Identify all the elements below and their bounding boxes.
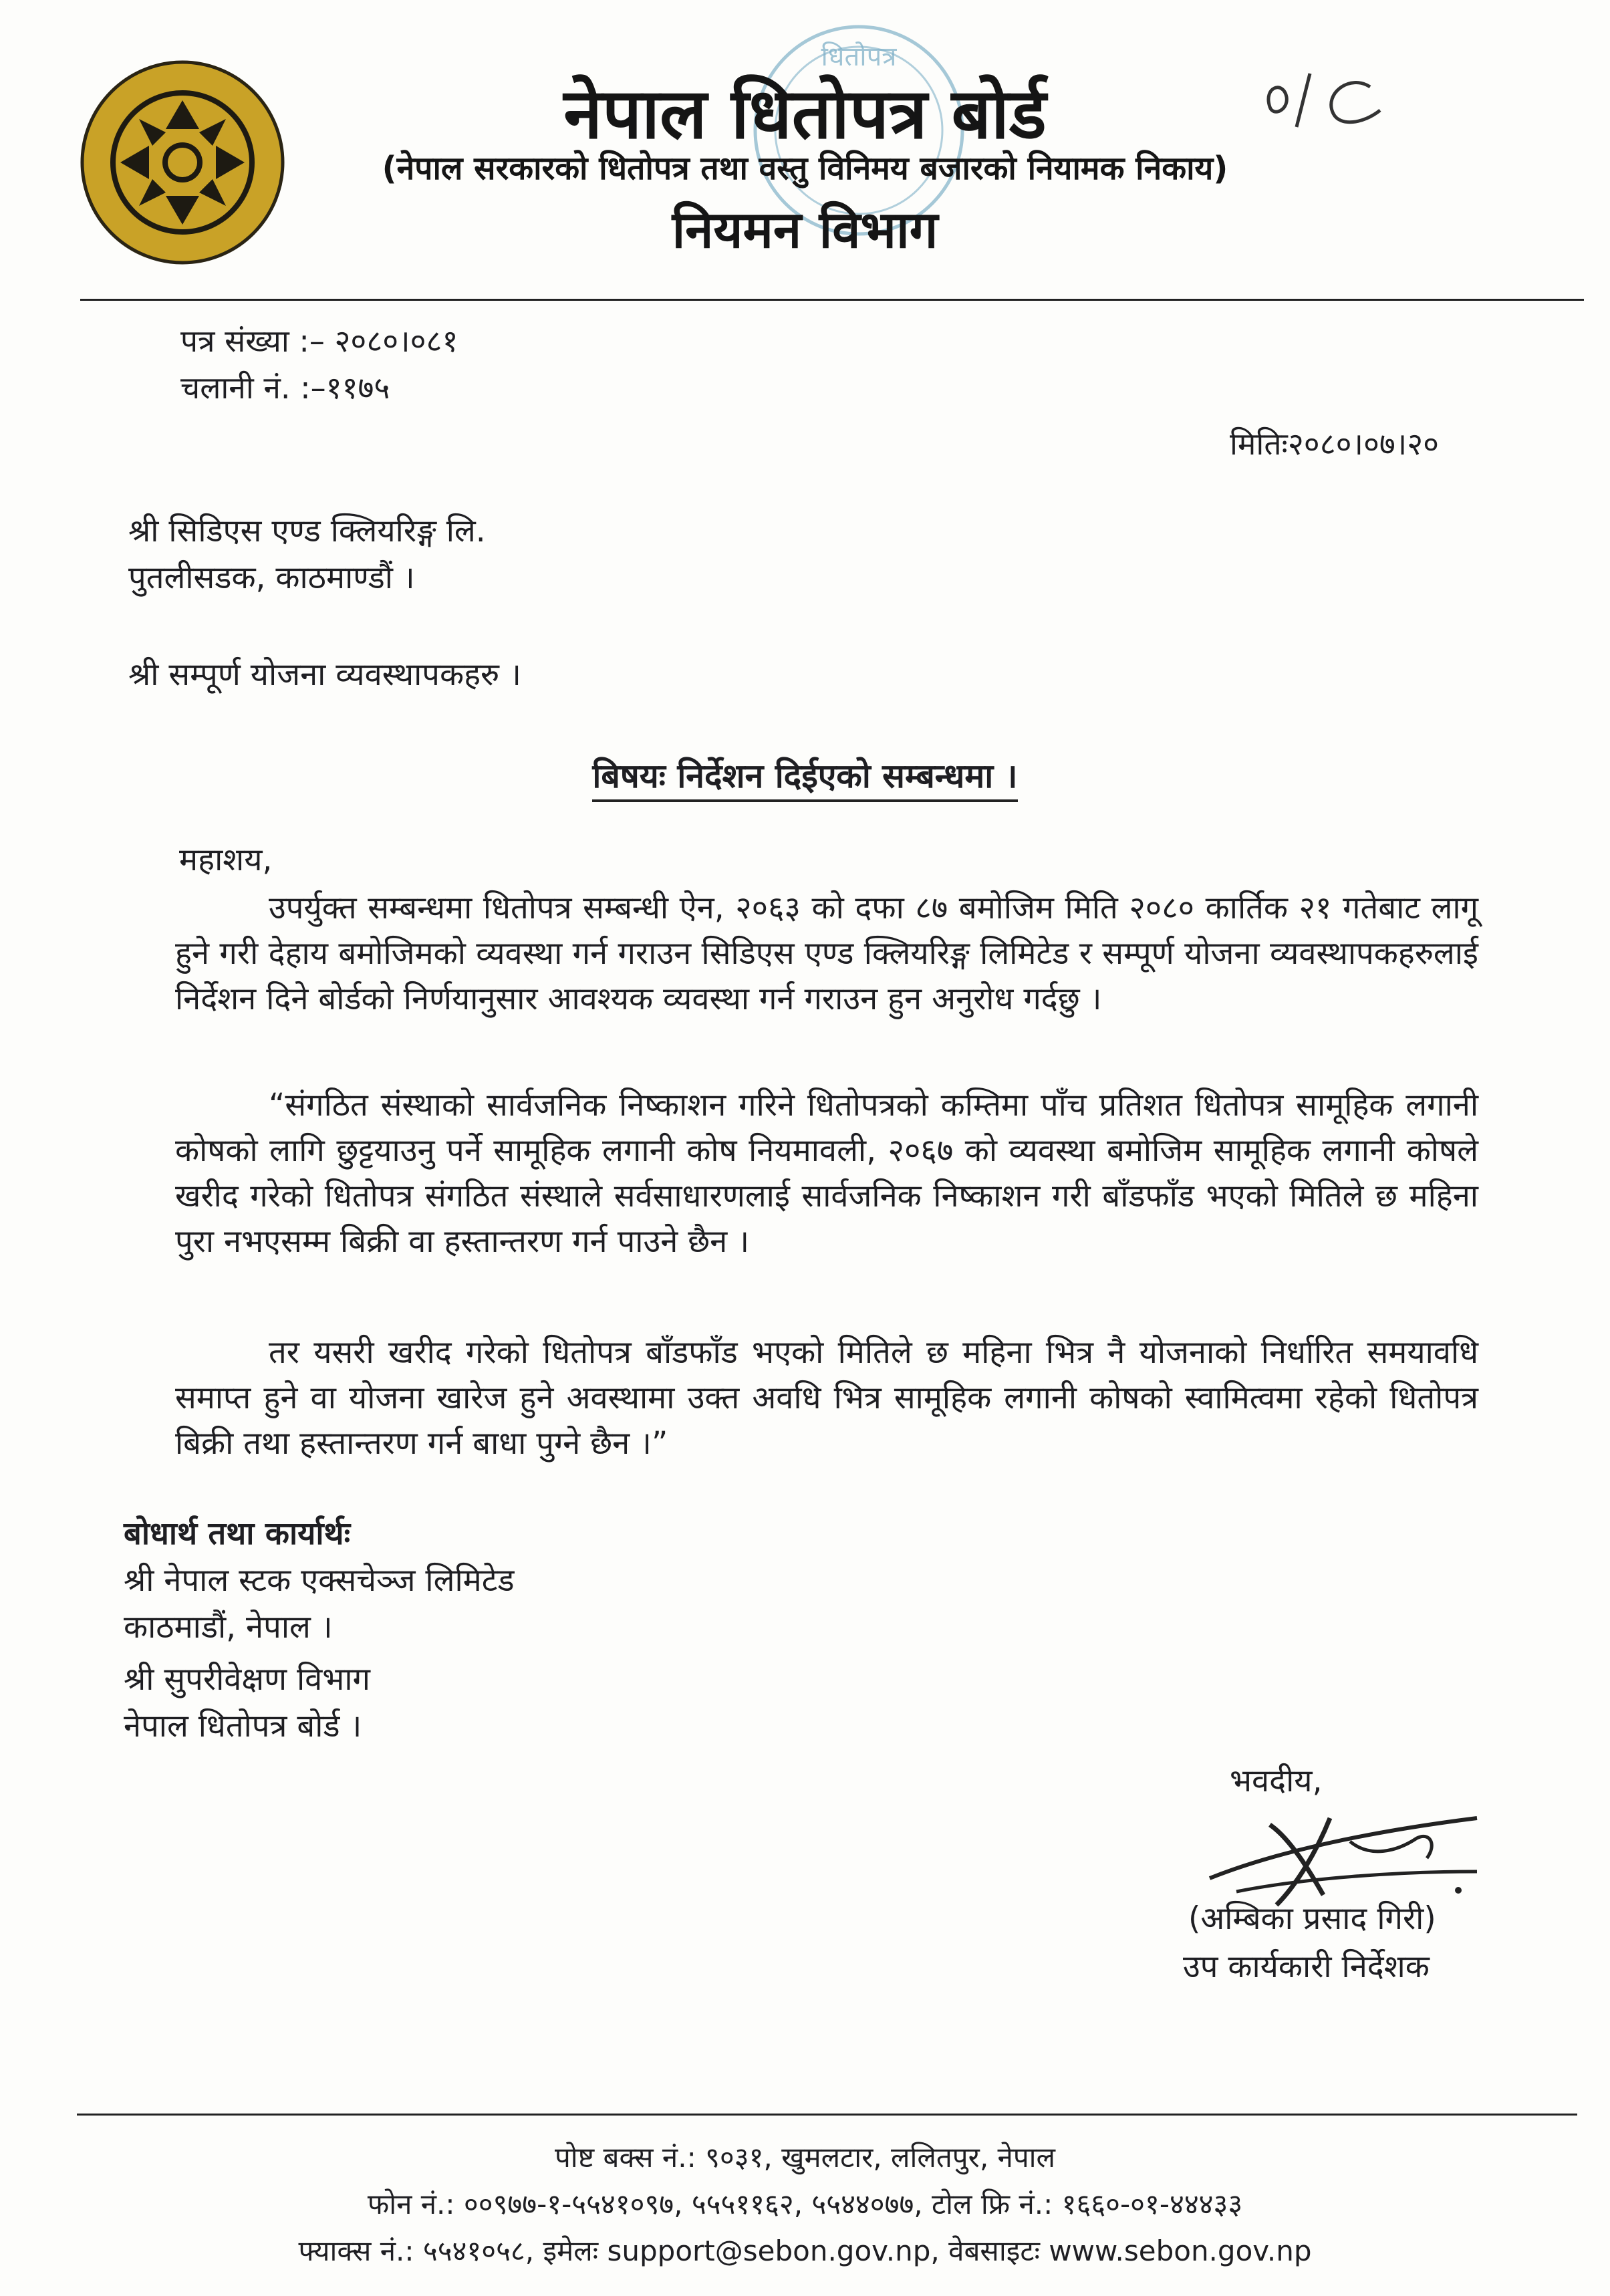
org-name: नेपाल धितोपत्र बोर्ड — [563, 73, 1047, 154]
cc-line-3: श्री सुपरीवेक्षण विभाग — [124, 1661, 370, 1698]
letter-number: पत्र संख्या :– २०८०।०८१ — [180, 323, 458, 359]
cc-line-2: काठमाडौं, नेपाल । — [124, 1609, 333, 1646]
cc-title: बोधार्थ तथा कार्यार्थः — [124, 1515, 351, 1552]
org-subtitle: (नेपाल सरकारको धितोपत्र तथा वस्तु विनिमय बजारको नियामक निकाय) — [382, 150, 1228, 187]
footer-address: पोष्ट बक्स नं.: ९०३१, खुमलटार, ललितपुर, नेपाल — [554, 2141, 1056, 2174]
subject-line: बिषयः निर्देशन दिईएको सम्बन्धमा । — [0, 752, 1610, 797]
recipient-line-2: पुतलीसडक, काठमाण्डौं । — [128, 559, 415, 596]
body-paragraph-3: तर यसरी खरीद गरेको धितोपत्र बाँडफाँड भएको मितिले छ महिना भित्र नै योजनाको निर्धारित समयावधि समाप्त हुने वा योजना खारेज हुने अवस्थामा उक्त अवधि भित्र सामूहिक लगानी कोषको स्वामित्वमा रहेको धितोपत्र बिक्री तथा हस्तान्तरण गर्न बाधा पुग्ने छैन ।” — [175, 1334, 1478, 1462]
stamp-text: धितोपत्र — [821, 41, 897, 72]
department-name: नियमन विभाग — [672, 200, 938, 259]
recipient-line-1: श्री सिडिएस एण्ड क्लियरिङ्ग लि. — [128, 513, 486, 549]
letter-date: मितिः२०८०।०७।२० — [1230, 426, 1440, 462]
header-rule — [80, 299, 1584, 301]
salutation: महाशय, — [179, 842, 273, 878]
dispatch-number: चलानी नं. :–११७५ — [180, 370, 390, 406]
footer-rule — [77, 2114, 1577, 2116]
closing: भवदीय, — [1230, 1763, 1323, 1799]
body-paragraph-2: “संगठित संस्थाको सार्वजनिक निष्काशन गरिने धितोपत्रको कम्तिमा पाँच प्रतिशत धितोपत्र सामूहिक लगानी कोषको लागि छुट्टयाउनु पर्ने सामूहिक लगानी कोष नियमावली, २०६७ को व्यवस्था बमोजिम सामूहिक लगानी कोषले खरीद गरेको धितोपत्र संगठित संस्थाले सर्वसाधारणलाई सार्वजनिक निष्काशन गरी बाँडफाँड भएको मितिले छ महिना पुरा नभएसम्म बिक्री वा हस्तान्तरण गर्न पाउने छैन । — [175, 1087, 1478, 1260]
signatory-name: (अम्बिका प्रसाद गिरी) — [1188, 1900, 1436, 1937]
recipient-line-3: श्री सम्पूर्ण योजना व्यवस्थापकहरु । — [128, 656, 521, 693]
handwritten-mark — [1256, 60, 1390, 134]
footer-phone: फोन नं.: ००९७७-१-५५४१०९७, ५५५११६२, ५५४४०७७, टोल फ्रि नं.: १६६०-०१-४४४३३ — [367, 2188, 1243, 2220]
signatory-designation: उप कार्यकारी निर्देशक — [1183, 1948, 1430, 1985]
cc-line-4: नेपाल धितोपत्र बोर्ड । — [124, 1708, 362, 1745]
cc-line-1: श्री नेपाल स्टक एक्सचेञ्ज लिमिटेड — [124, 1562, 515, 1599]
body-paragraph-1: उपर्युक्त सम्बन्धमा धितोपत्र सम्बन्धी ऐन, २०६३ को दफा ८७ बमोजिम मिति २०८० कार्तिक २१ गतेबाट लागू हुने गरी देहाय बमोजिमको व्यवस्था गर्न गराउन सिडिएस एण्ड क्लियरिङ्ग लिमिटेड र सम्पूर्ण योजना व्यवस्थापकहरुलाई निर्देशन दिने बोर्डको निर्णयानुसार आवश्यक व्यवस्था गर्न गराउन हुन अनुरोध गर्दछु । — [175, 890, 1478, 1017]
footer-contact: फ्याक्स नं.: ५५४१०५८, इमेलः support@sebon.gov.np, वेबसाइटः www.sebon.gov.np — [298, 2235, 1312, 2267]
